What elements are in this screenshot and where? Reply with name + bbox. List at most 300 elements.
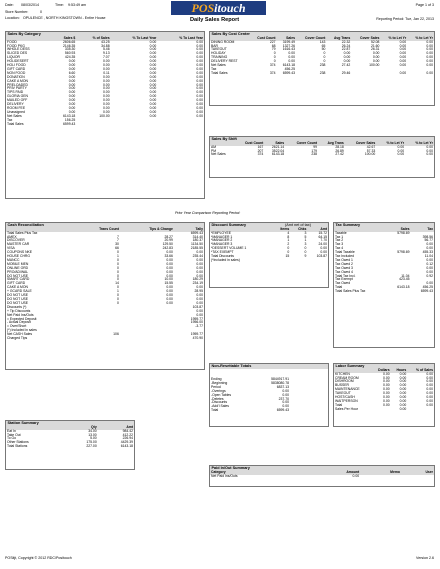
table-cell: 0: [116, 297, 119, 301]
table-cell: 398.56: [422, 234, 433, 239]
table-cell: 0.00: [149, 113, 157, 118]
table-cell: 14: [115, 281, 119, 286]
sales-by-shift-table: [210, 142, 434, 157]
table-cell: 0.00: [149, 98, 157, 103]
table-cell: 0.00: [196, 51, 203, 56]
table-cell: 0.00: [426, 398, 433, 403]
table-cell: [290, 259, 307, 263]
sales-by-category-title: Sales By Category: [6, 32, 204, 37]
table-cell: Total Sales Plus Tax: [335, 289, 366, 294]
table-cell: Tax Owed 2: [335, 261, 353, 266]
table-cell: 0.00: [68, 90, 76, 95]
table-cell: TAKEOUT: [335, 391, 351, 396]
table-cell: 0.00: [102, 90, 110, 95]
table-cell: 22.32: [341, 39, 351, 44]
table-cell: 0.00: [397, 148, 405, 153]
table-cell: 0.12: [426, 261, 433, 266]
table-cell: Hours: [391, 369, 408, 373]
table-cell: 28.18: [335, 144, 344, 149]
table-cell: AMEX: [7, 234, 17, 239]
table-cell: Chks: [290, 228, 307, 232]
table-cell: 227.00: [86, 444, 97, 449]
table-cell: % to Let Yr: [407, 37, 434, 41]
table-cell: 24.00: [318, 242, 327, 247]
table-cell: Tips & Change: [120, 228, 174, 232]
location-value: OPULENCE , NORTH KINGSTOWN - Entire House: [23, 16, 106, 20]
table-cell: % To Last Year: [111, 37, 158, 41]
table-cell: 30: [115, 242, 119, 247]
table-cell: 0.00: [166, 250, 173, 255]
table-cell: 1: [116, 254, 119, 259]
table-cell: 0.00: [352, 473, 360, 478]
table-cell: 0.00: [426, 379, 433, 384]
page-title: Daily Sales Report: [190, 17, 240, 23]
table-cell: 0.00: [372, 55, 380, 60]
table-cell: 0.00: [426, 47, 433, 52]
table-cell: TRAINING: [211, 55, 228, 60]
table-cell: *TAX EXEMPT: [211, 250, 234, 255]
table-cell: 6599.43: [190, 230, 203, 235]
table-cell: 374: [269, 70, 276, 75]
sales-by-cost-center-panel: [209, 31, 435, 106]
table-cell: [401, 475, 434, 479]
table-cell: Net Sales: [211, 152, 226, 157]
table-cell: 0.00: [426, 375, 433, 380]
table-cell: Tax Included: [335, 254, 355, 259]
table-cell: DINING ROOM: [211, 39, 235, 44]
table-cell: DO NOT USE: [7, 273, 29, 278]
table-cell: 103.87: [192, 304, 203, 309]
table-cell: DO NOT USE: [7, 293, 29, 298]
table-cell: 22.87: [341, 47, 351, 52]
table-cell: 27.42: [335, 152, 344, 157]
table-cell: DO NOT USE: [7, 300, 29, 305]
table-cell: 1: [116, 289, 119, 294]
table-cell: TAKEOUT: [211, 47, 227, 52]
table-cell: -Add'l Sales: [211, 404, 229, 409]
table-cell: 0: [116, 265, 119, 270]
table-cell: Period: [211, 384, 221, 389]
table-cell: 28.27: [164, 234, 173, 239]
table-cell: Net Paid Ins/Outs: [7, 312, 34, 317]
table-cell: 0.00: [149, 39, 157, 44]
table-cell: 0.00: [196, 269, 203, 274]
table-cell: 0.00: [383, 402, 390, 407]
table-cell: 0.00: [196, 47, 203, 52]
table-cell: 0.00: [68, 106, 76, 110]
table-cell: 0.00: [426, 281, 433, 286]
table-cell: 0.00: [196, 86, 203, 91]
store-value: 0: [40, 10, 42, 14]
table-cell: 0.00: [399, 375, 407, 380]
table-cell: 3522.04: [271, 148, 285, 153]
table-cell: Qty: [66, 426, 97, 430]
table-cell: 0.00: [196, 39, 203, 44]
table-cell: 0.00: [196, 82, 203, 87]
table-cell: Tax Exempt: [335, 277, 353, 282]
table-cell: 0.00: [149, 94, 157, 99]
table-cell: 0.00: [383, 398, 390, 403]
table-cell: 0.00: [426, 402, 433, 407]
table-cell: FOOD: [7, 39, 17, 44]
table-cell: 0.00: [68, 98, 76, 103]
table-cell: 33.66: [164, 254, 173, 259]
tax-summary-title: Tax Summary: [334, 223, 434, 228]
table-cell: 10.00: [164, 277, 173, 282]
station-summary-table: [6, 426, 134, 449]
table-cell: 424.35: [64, 55, 76, 60]
table-cell: 0.00: [149, 43, 157, 48]
table-cell: Total Sales Plus Tax: [7, 230, 38, 235]
table-cell: [272, 259, 290, 263]
table-cell: 0.00: [343, 59, 351, 64]
table-cell: 0.00: [196, 297, 203, 301]
table-cell: 0.00: [102, 78, 110, 83]
footer-copyright: POSitjt, Copyright © 2012 RDC/Positouch: [5, 556, 72, 560]
table-cell: PRO/AD/WAL: [7, 269, 29, 274]
table-cell: 0.00: [399, 371, 407, 376]
table-cell: 106: [113, 332, 119, 337]
table-cell: % to Let Yr: [376, 142, 405, 146]
table-cell: 27.42: [341, 63, 351, 68]
table-cell: HOLIDAY: [211, 51, 226, 56]
table-cell: 1327.26: [282, 43, 295, 48]
table-cell: 15.72: [318, 230, 327, 235]
table-cell: 0.00: [196, 63, 203, 68]
table-cell: KITCHEN: [335, 371, 350, 376]
table-cell: 0.00: [149, 51, 157, 56]
table-cell: 7: [116, 238, 119, 243]
table-cell: HOST/CASH: [335, 395, 355, 400]
table-cell: 43.25: [101, 39, 110, 44]
table-cell: DO NOT USE: [7, 297, 29, 301]
cash-reconciliation-title: Cash Reconciliation: [6, 223, 204, 228]
table-cell: 0.00: [196, 285, 203, 290]
table-cell: 0: [273, 51, 276, 56]
table-cell: Sales: [277, 37, 296, 41]
table-cell: Items: [272, 228, 290, 232]
table-cell: 15.55: [164, 281, 173, 286]
table-cell: 6143.18: [397, 285, 410, 290]
table-cell: Tax: [211, 66, 217, 71]
table-cell: 0: [116, 273, 119, 278]
table-cell: 0.00: [68, 78, 76, 83]
table-cell: 1616.43: [282, 47, 295, 52]
table-cell: DISCOVER: [7, 238, 25, 243]
sales-by-cost-center-title: Sales By Cost Center: [210, 32, 434, 37]
table-cell: 99: [313, 144, 317, 149]
table-cell: [360, 475, 401, 479]
table-cell: 156.25: [64, 117, 76, 122]
table-cell: 0.00: [399, 43, 407, 48]
table-cell: 179: [311, 148, 317, 153]
table-cell: 0.00: [166, 273, 173, 278]
table-cell: 1134.50: [190, 242, 203, 247]
table-cell: 34.88: [101, 43, 110, 48]
table-cell: 7.70: [320, 238, 327, 243]
table-cell: 2621.14: [271, 144, 285, 149]
table-cell: 234.19: [192, 281, 203, 286]
table-cell: 0.00: [68, 74, 76, 79]
table-cell: 65: [321, 43, 326, 48]
table-cell: 143: [319, 39, 326, 44]
table-cell: 0.00: [102, 102, 110, 107]
table-cell: 0.00: [196, 113, 203, 118]
table-cell: Tally: [174, 228, 204, 232]
table-cell: 0.00: [426, 148, 433, 153]
table-cell: Tax Owed 1: [335, 257, 353, 262]
table-cell: 242.83: [162, 246, 173, 251]
table-cell: [157, 123, 204, 127]
table-cell: 26.31: [370, 47, 380, 52]
table-cell: 7: [116, 234, 119, 239]
table-cell: 100.00: [99, 113, 110, 118]
table-cell: 3: [304, 230, 307, 235]
table-cell: Cover Count: [296, 37, 326, 41]
table-cell: 9: [304, 254, 307, 259]
table-cell: Total Sales: [7, 121, 24, 126]
table-cell: 0: [273, 59, 276, 64]
table-cell: GIFT CARD: [7, 281, 26, 286]
table-cell: 5798.69: [397, 230, 410, 235]
table-cell: 335.30: [64, 47, 76, 52]
table-cell: -Overings: [211, 388, 226, 393]
table-cell: 0.00: [166, 289, 173, 294]
table-cell: 0.00: [196, 312, 203, 317]
table-cell: 0.00: [426, 265, 433, 270]
table-cell: 0: [116, 257, 119, 262]
table-cell: FOOD PKG: [7, 43, 25, 48]
table-row: [210, 72, 434, 76]
comparison-note: Prior Year Comparison Reporting Period:: [175, 211, 241, 215]
table-cell: 235.44: [192, 254, 203, 259]
table-cell: 0.00: [102, 86, 110, 91]
table-cell: Total Taxable: [335, 250, 355, 255]
table-cell: Total Sales: [211, 70, 228, 75]
table-cell: 0.00: [149, 86, 157, 91]
table-cell: [76, 123, 110, 127]
time-label: Time:: [55, 3, 64, 7]
table-cell: 0.00: [426, 70, 433, 75]
table-cell: Category: [210, 471, 309, 475]
table-cell: [372, 408, 391, 412]
table-cell: 2146.35: [63, 43, 76, 48]
table-cell: BUSSER: [335, 383, 349, 388]
table-cell: 0: [323, 55, 326, 60]
table-cell: 0.00: [149, 55, 157, 60]
table-cell: 314.40: [192, 234, 203, 239]
table-cell: 0.00: [166, 285, 173, 290]
table-cell: 0.00: [383, 387, 390, 392]
table-cell: 3199.49: [282, 39, 295, 44]
logo-main: POS: [191, 1, 215, 15]
table-cell: 11.04: [424, 254, 433, 259]
table-cell: 0.00: [149, 63, 157, 68]
table-cell: 26.89: [335, 148, 344, 153]
table-cell: 6837.13: [276, 384, 289, 389]
table-cell: *MANAGER 1: [211, 234, 233, 239]
table-cell: Dollars: [372, 369, 391, 373]
table-cell: 2185.55: [190, 246, 203, 251]
table-cell: 0.00: [282, 388, 289, 393]
table-cell: 0: [273, 55, 276, 60]
table-cell: DELIVERY: [7, 102, 24, 107]
table-cell: 3: [304, 242, 307, 247]
table-cell: [407, 408, 434, 412]
paid-in-out-panel: [209, 465, 435, 487]
table-cell: 103.87: [316, 254, 327, 259]
station-summary-panel: [5, 420, 135, 470]
table-cell: 0.00: [196, 293, 203, 298]
table-cell: 0.00: [102, 59, 110, 64]
table-cell: 0: [116, 261, 119, 266]
table-cell: 0.00: [149, 109, 157, 114]
table-cell: 227: [269, 39, 276, 44]
table-cell: 0.00: [320, 246, 327, 251]
table-cell: 129.50: [162, 242, 173, 247]
table-cell: [111, 123, 158, 127]
table-cell: 0.00: [372, 59, 380, 64]
table-cell: Amt: [307, 228, 328, 232]
table-cell: 0.00: [102, 82, 110, 87]
table-cell: = Expected Deposit: [7, 316, 37, 321]
table-cell: 21.60: [370, 43, 380, 48]
table-cell: [74, 337, 120, 341]
table-cell: MOBILE MEN: [7, 261, 29, 266]
discount-summary-title: Discount Summary (Amt net of tax): [210, 223, 328, 228]
tax-summary-panel: [333, 222, 435, 348]
table-cell: LIQUOR: [7, 55, 20, 60]
table-cell: 66: [115, 246, 119, 251]
table-cell: Cover Count: [285, 142, 318, 146]
table-cell: 470.90: [192, 336, 203, 341]
station-summary-title: Station Summary: [6, 421, 134, 426]
table-cell: 0.00: [399, 59, 407, 64]
table-cell: 0.00: [196, 70, 203, 75]
table-cell: Net Sales: [211, 63, 226, 68]
table-cell: 0.00: [399, 391, 407, 396]
table-cell: 0.00: [196, 59, 203, 64]
table-cell: % of Sales: [407, 369, 434, 373]
table-cell: VISA: [7, 246, 15, 251]
table-cell: 238: [319, 70, 326, 75]
table-cell: 0.00: [166, 300, 173, 305]
table-cell: 0.00: [383, 391, 390, 396]
table-cell: 0.00: [102, 74, 110, 79]
table-cell: 0.00: [196, 109, 203, 114]
table-cell: Avg Trans: [318, 142, 345, 146]
discount-summary-table: [210, 228, 328, 263]
table-cell: 238: [319, 63, 326, 68]
table-cell: 0.00: [426, 391, 433, 396]
table-cell: 0.00: [426, 383, 433, 388]
table-cell: Eat In: [7, 428, 16, 433]
table-cell: 34.00: [88, 428, 97, 433]
table-cell: 0.00: [196, 265, 203, 270]
table-cell: 0.00: [288, 51, 295, 56]
table-cell: 0.00: [383, 383, 390, 388]
table-cell: 0.00: [196, 257, 203, 262]
table-cell: 423.45: [399, 277, 410, 282]
time-value: 9:53:49 am: [68, 3, 86, 7]
table-cell: Tax 4: [335, 246, 344, 251]
table-cell: 0.00: [196, 273, 203, 278]
table-cell: 0.00: [282, 392, 289, 397]
table-cell: 0.00: [68, 66, 76, 71]
table-cell: 0: [304, 250, 307, 255]
reporting-period: Reporting Period: Tue, Jan 22, 2013: [376, 17, 434, 21]
table-cell: 0.00: [426, 152, 433, 157]
table-cell: Cust Count: [249, 37, 277, 41]
non-resettable-table: [210, 378, 290, 413]
table-cell: 226.94: [122, 436, 133, 441]
table-cell: 100.00: [364, 152, 376, 157]
table-cell: Net Sales: [7, 113, 22, 118]
table-cell: 0.00: [383, 395, 390, 400]
table-cell: -Open Tables: [211, 392, 232, 397]
table-row: [6, 445, 134, 449]
table-cell: 167: [257, 144, 264, 149]
logo-accent: itouch: [214, 1, 246, 15]
table-cell: [307, 259, 328, 263]
table-cell: 2: [287, 242, 290, 247]
table-cell: 412.22: [122, 432, 133, 437]
table-cell: 0: [287, 250, 290, 255]
table-cell: 0: [116, 300, 119, 305]
table-cell: Sales: [264, 142, 285, 146]
table-cell: 5798.69: [397, 250, 410, 255]
table-cell: 0.00: [399, 406, 407, 411]
table-cell: 0.00: [196, 300, 203, 305]
table-cell: PRIV PARTY: [7, 86, 27, 91]
table-cell: Total Stations: [7, 444, 28, 449]
table-cell: 0.00: [288, 55, 295, 60]
table-cell: 0.00: [149, 59, 157, 64]
table-cell: Avg Trans: [326, 37, 351, 41]
table-cell: COUPONS NKE: [7, 250, 33, 255]
sales-by-shift-panel: [209, 136, 435, 178]
table-cell: 5.46: [102, 47, 110, 52]
table-cell: 0.00: [102, 109, 110, 114]
table-cell: 0.00: [196, 102, 203, 107]
table-row: [210, 153, 434, 157]
table-cell: 0.00: [343, 51, 351, 56]
table-cell: 175.00: [86, 440, 97, 445]
table-cell: MAILED OFF: [7, 98, 28, 103]
table-cell: 238: [311, 152, 317, 157]
table-cell: 0.00: [196, 106, 203, 110]
table-cell: 64.15: [318, 234, 327, 239]
table-cell: DISHROOM: [335, 379, 354, 384]
table-cell: 0.92: [426, 273, 433, 278]
table-cell: 0.00: [102, 94, 110, 99]
sales-by-cost-center-table: [210, 37, 434, 76]
table-cell: 0.00: [149, 70, 157, 75]
table-cell: 0.00: [282, 400, 289, 405]
table-cell: 0.00: [166, 269, 173, 274]
table-row: [210, 259, 328, 263]
cash-reconciliation-table: [6, 228, 204, 341]
table-cell: SMART CARD: [7, 277, 30, 282]
table-cell: 0.00: [383, 375, 390, 380]
table-cell: TIPS PAID: [7, 90, 24, 95]
sales-by-shift-title: Sales By Shift: [210, 137, 434, 142]
table-cell: Tax: [411, 228, 434, 232]
table-cell: SLICED DES: [7, 51, 28, 56]
table-cell: 26.24: [341, 43, 351, 48]
table-cell: 5844917.91: [271, 377, 289, 381]
table-cell: 0.00: [166, 257, 173, 262]
